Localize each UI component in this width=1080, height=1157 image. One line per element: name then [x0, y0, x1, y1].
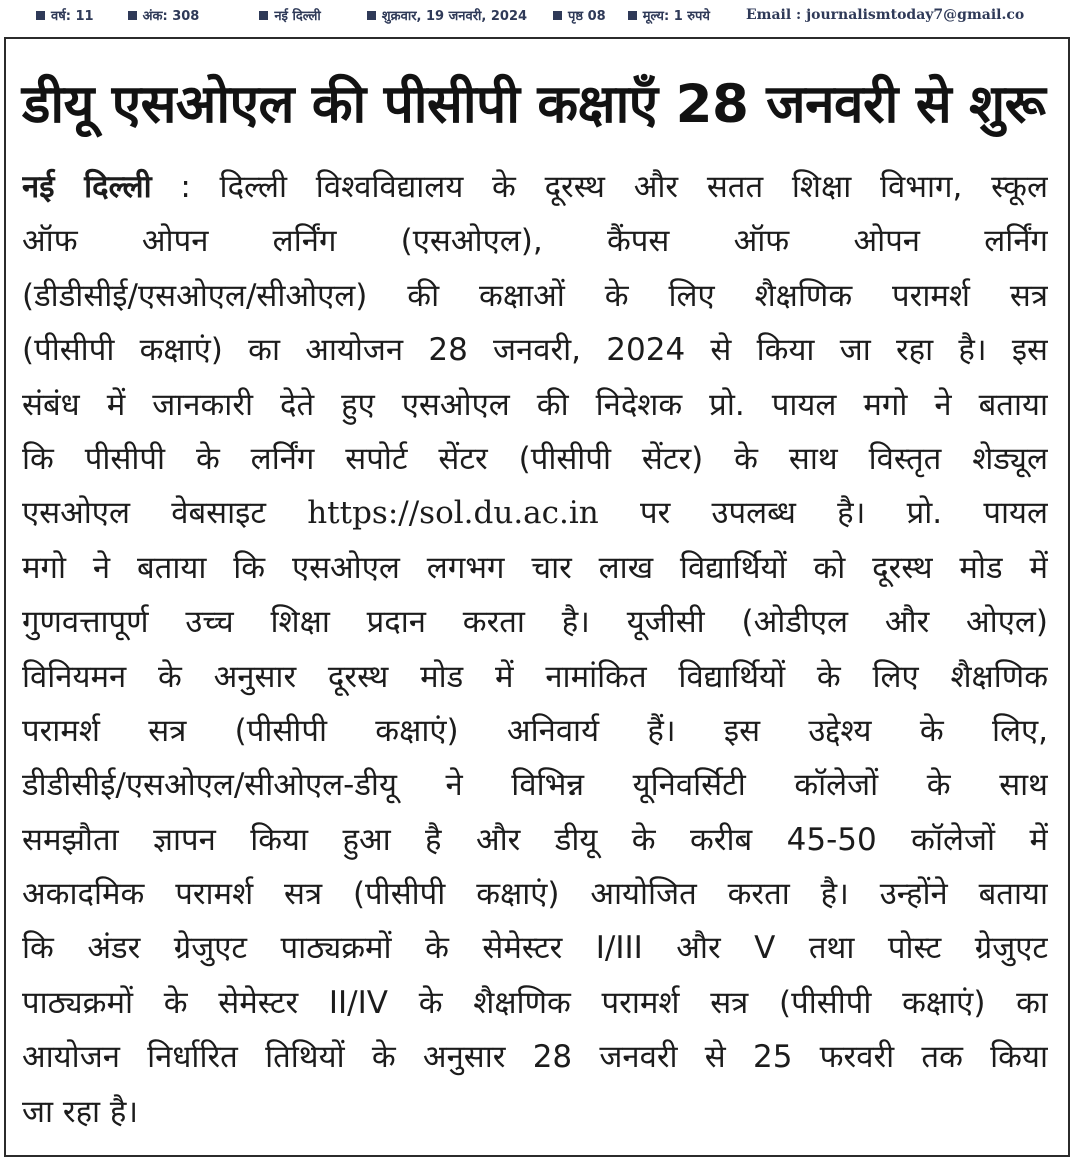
article-line: समझौता ज्ञापन किया हुआ है और डीयू के करीब 45-50 कॉलेजों में	[22, 821, 1048, 858]
article-line: एसओएल वेबसाइट https://sol.du.ac.in पर उपलब्ध है। प्रो. पायल	[22, 495, 1048, 532]
article-line: (डीडीसीई/एसओएल/सीओएल) की कक्षाओं के लिए शैक्षणिक परामर्श सत्र	[22, 277, 1048, 314]
masthead-city: नई दिल्ली	[259, 6, 320, 24]
article-line: संबंध में जानकारी देते हुए एसओएल की निदेशक प्रो. पायल मगो ने बताया	[22, 386, 1048, 423]
bullet-square-icon	[553, 11, 562, 20]
masthead-issue: अंक: 308	[128, 6, 200, 24]
article-line: नई दिल्ली : दिल्ली विश्वविद्यालय के दूरस्थ और सतत शिक्षा विभाग, स्कूल	[22, 169, 1048, 205]
masthead-email: Email : journalismtoday7@gmail.co	[745, 7, 1025, 23]
bullet-square-icon	[36, 11, 45, 20]
website-url: https://sol.du.ac.in	[307, 495, 599, 532]
article-line: जा रहा है।	[22, 1093, 139, 1130]
article-line: कि पीसीपी के लर्निंग सपोर्ट सेंटर (पीसीपी सेंटर) के साथ विस्तृत शेड्यूल	[22, 440, 1048, 477]
article-line: विनियमन के अनुसार दूरस्थ मोड में नामांकित विद्यार्थियों के लिए शैक्षणिक	[22, 658, 1048, 695]
article-line: डीडीसीई/एसओएल/सीओएल-डीयू ने विभिन्न यूनिवर्सिटी कॉलेजों के साथ	[22, 767, 1048, 804]
article-line: ऑफ ओपन लर्निंग (एसओएल), कैंपस ऑफ ओपन लर्निंग	[22, 223, 1048, 260]
article-line: अकादमिक परामर्श सत्र (पीसीपी कक्षाएं) आयोजित करता है। उन्होंने बताया	[22, 876, 1048, 913]
masthead-page: पृष्ठ 08	[553, 6, 606, 24]
article-dateline: नई दिल्ली	[22, 169, 152, 205]
article-body	[22, 160, 1048, 1139]
bullet-square-icon	[628, 11, 637, 20]
article-line: मगो ने बताया कि एसओएल लगभग चार लाख विद्यार्थियों को दूरस्थ मोड में	[22, 549, 1048, 586]
bullet-square-icon	[259, 11, 268, 20]
article-line: आयोजन निर्धारित तिथियों के अनुसार 28 जनवरी से 25 फरवरी तक किया	[22, 1039, 1048, 1076]
article-headline: डीयू एसओएल की पीसीपी कक्षाएँ 28 जनवरी से शुरू	[22, 74, 1046, 135]
masthead-year: वर्ष: 11	[36, 6, 94, 24]
bullet-square-icon	[128, 11, 137, 20]
masthead	[0, 0, 1080, 30]
article-line: गुणवत्तापूर्ण उच्च शिक्षा प्रदान करता है। यूजीसी (ओडीएल और ओएल)	[22, 604, 1048, 641]
article-line: पाठ्यक्रमों के सेमेस्टर II/IV के शैक्षणिक परामर्श सत्र (पीसीपी कक्षाएं) का	[22, 984, 1048, 1021]
masthead-price: मूल्य: 1 रुपये	[628, 6, 710, 24]
article-line: (पीसीपी कक्षाएं) का आयोजन 28 जनवरी, 2024 से किया जा रहा है। इस	[22, 332, 1048, 369]
bullet-square-icon	[367, 11, 376, 20]
article-line: परामर्श सत्र (पीसीपी कक्षाएं) अनिवार्य हैं। इस उद्देश्य के लिए,	[22, 712, 1048, 749]
article-line: कि अंडर ग्रेजुएट पाठ्यक्रमों के सेमेस्टर I/III और V तथा पोस्ट ग्रेजुएट	[22, 930, 1048, 967]
masthead-date: शुक्रवार, 19 जनवरी, 2024	[367, 6, 527, 24]
